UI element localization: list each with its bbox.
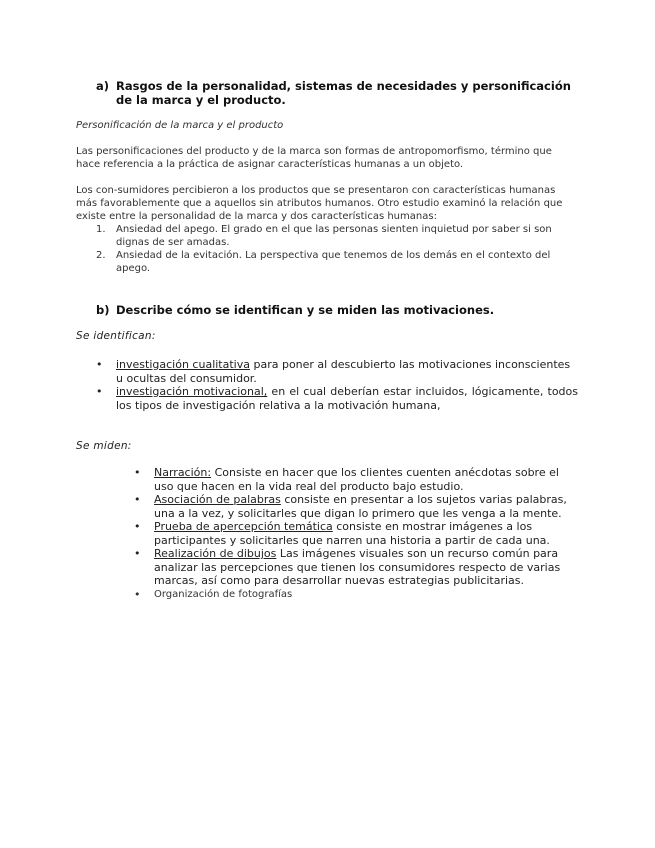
section-b-marker: b) — [96, 303, 110, 317]
bullet-icon: • — [134, 587, 141, 601]
section-a-subheading: Personificación de la marca y el producto — [76, 120, 284, 131]
list-item: • Narración: Consiste en hacer que los clientes cuenten anécdotas sobre el uso que hacen en la vida real del producto bajo estudio. — [134, 466, 559, 493]
bullet-icon: • — [134, 520, 141, 533]
section-a-marker: a) — [96, 79, 110, 93]
bullet-icon: • — [134, 493, 141, 506]
section-a-paragraph-1: Las personificaciones del producto y de la marca son formas de antropomorfismo, término que hace referencia a la práctica de asignar características humanas a un objeto. — [76, 146, 552, 170]
identify-list — [96, 358, 578, 412]
list-item: • Asociación de palabras consiste en presentar a los sujetos varias palabras, una a la vez, y solicitarles que digan lo primero que les venga a la mente. — [134, 493, 567, 520]
list-item: • investigación cualitativa para poner al descubierto las motivaciones inconscientes u ocultas del consumidor. — [96, 358, 571, 385]
bullet-icon: • — [134, 547, 141, 560]
bullet-icon: • — [96, 358, 103, 371]
list-item: • Organización de fotografías — [134, 587, 293, 601]
section-b-title: Describe cómo se identifican y se miden las motivaciones. — [116, 303, 495, 317]
list-item: • Prueba de apercepción temática consiste en mostrar imágenes a los participantes y solicitarles que narren una historia a partir de cada una. — [134, 520, 550, 547]
identify-label: Se identifican: — [76, 330, 156, 342]
measure-label: Se miden: — [76, 440, 132, 452]
section-a-title: Rasgos de la personalidad, sistemas de necesidades y personificación de la marca y el producto. — [116, 79, 571, 107]
list-item: • Realización de dibujos Las imágenes visuales son un recurso común para analizar las percepciones que tienen los consumidores respecto de varias marcas, así como para desarrollar nuevas estrategias publicitarias. — [134, 547, 561, 587]
bullet-icon: • — [134, 466, 141, 479]
list-item: • investigación motivacional, en el cual deberían estar incluidos, lógicamente, todos los tipos de investigación relativa a la motivación humana, — [96, 385, 578, 412]
bullet-icon: • — [96, 385, 103, 398]
list-item: 1. Ansiedad del apego. El grado en el que las personas sienten inquietud por saber si son dignas de ser amadas. — [96, 224, 552, 248]
section-a-numbered-list — [96, 223, 556, 275]
section-a-paragraph-2: Los con-sumidores percibieron a los productos que se presentaron con características humanas más favorablemente que a aquellos sin atributos humanos. Otro estudio examinó la relación que existe entre la personalidad de la marca y dos características humanas: — [76, 185, 563, 222]
list-item: 2. Ansiedad de la evitación. La perspectiva que tenemos de los demás en el contexto del apego. — [96, 250, 551, 274]
measure-list — [134, 466, 574, 601]
